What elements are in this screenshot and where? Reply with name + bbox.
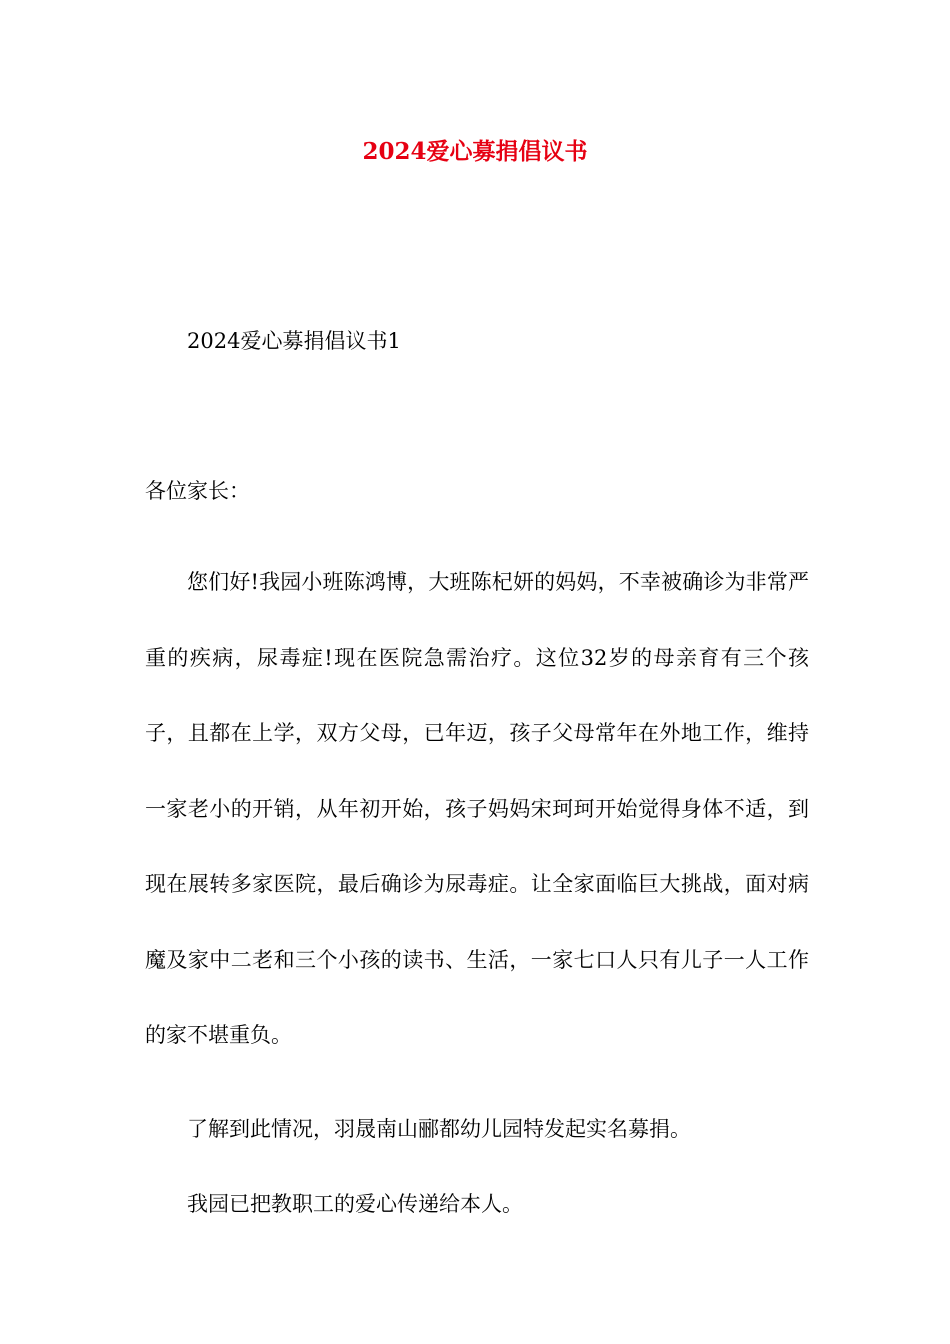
document-subtitle: 2024爱心募捐倡议书1 — [187, 329, 401, 353]
body-paragraph-1: 您们好!我园小班陈鸿博，大班陈杞妍的妈妈，不幸被确诊为非常严重的疾病，尿毒症!现在医院急需治疗。这位32岁的母亲育有三个孩子，且都在上学，双方父母，已年迈，孩子父母常年在外地工作，维持一家老小的开销，从年初开始，孩子妈妈宋珂珂开始觉得身体不适，到现在展转多家医院，最后确诊为尿毒症。让全家面临巨大挑战，面对病魔及家中二老和三个小孩的读书、生活，一家七口人只有儿子一人工作的家不堪重负。 — [145, 570, 809, 1047]
page-title: 2024爱心募捐倡议书 — [362, 138, 588, 165]
body-paragraph-3: 我园已把教职工的爱心传递给本人。 — [187, 1192, 523, 1216]
body-paragraph-2: 了解到此情况，羽晟南山郦都幼儿园特发起实名募捐。 — [187, 1117, 691, 1141]
salutation: 各位家长： — [145, 479, 250, 503]
